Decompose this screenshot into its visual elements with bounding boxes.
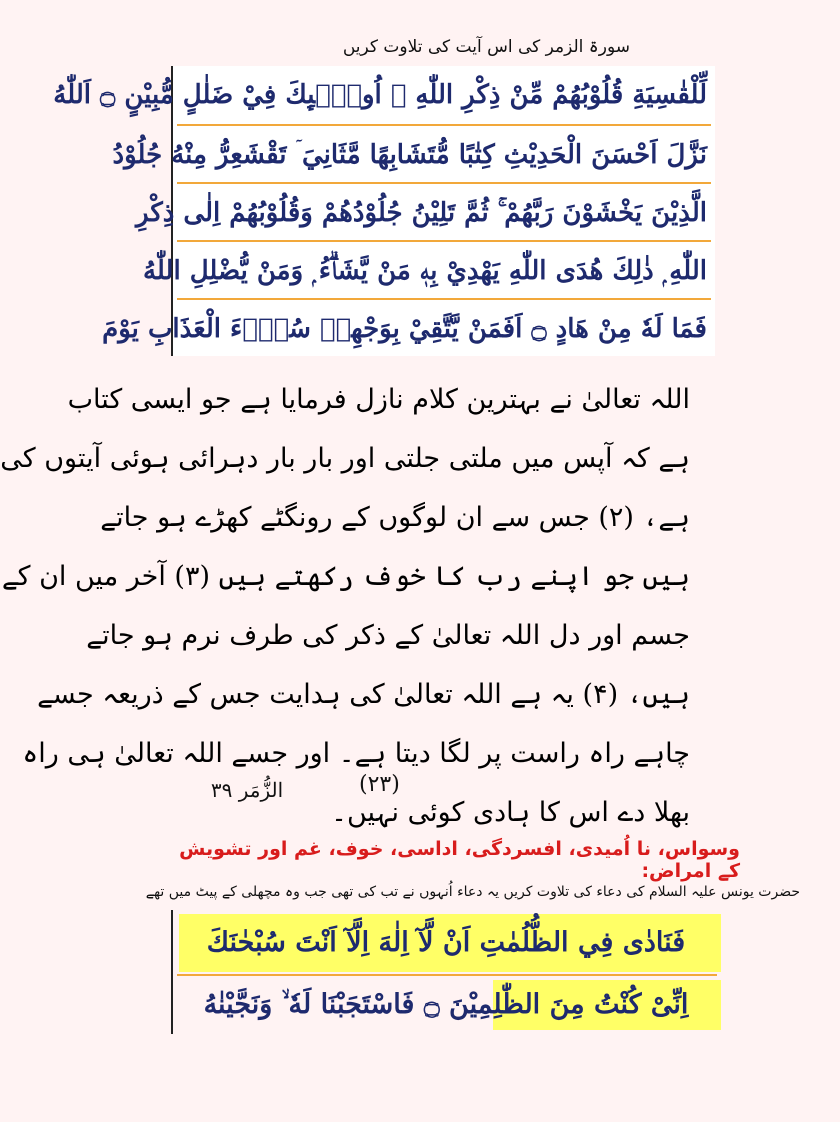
line-separator (177, 974, 717, 976)
quran-verse-block-yunus (171, 910, 721, 1034)
translation-line-3: ہے، (۲) جس سے ان لوگوں کے رونگٹے کھڑے ہو جاتے (100, 502, 690, 533)
translation-line-8: بھلا دے اس کا ہادی کوئی نہیں۔ (331, 797, 690, 828)
section-heading: وسواس، نا اُمیدی، افسردگی، اداسی، خوف، غم اور تشویش کے امراض: (179, 838, 740, 882)
quran-verse-block-zumar (53, 66, 715, 356)
quran-line-2: نَزَّلَ اَحْسَنَ الْحَدِيْثِ كِتٰبًا مُّتَشَابِهًا مَّثَانِيَ ۤ تَقْشَعِرُّ مِنْهُ جُلُوْدُ (112, 140, 707, 170)
quran-line-5: فَمَا لَهٗ مِنْ هَادٍ ۝ اَفَمَنْ يَّتَّقِيْ بِوَجْهِهٖ سُوْۗءَ الْعَذَابِ يَوْمَ (102, 314, 707, 344)
quran-line-3: الَّذِيْنَ يَخْشَوْنَ رَبَّهُمْ ۚ ثُمَّ تَلِيْنُ جُلُوْدُهُمْ وَقُلُوْبُهُمْ اِلٰى ذِكْرِ (136, 198, 707, 228)
quran-line-yunus-1: فَنَادٰى فِي الظُّلُمٰتِ اَنْ لَّآ اِلٰهَ اِلَّآ اَنْتَ سُبْحٰنَكَ (206, 927, 686, 958)
translation-line-7: چاہے راہ راست پر لگا دیتا ہے۔ اور جسے اللہ تعالیٰ ہی راہ (22, 738, 690, 769)
surah-reference: الزُّمَر ۳۹ (210, 778, 284, 802)
quran-line-yunus-2: اِنِّىْ كُنْتُ مِنَ الظّٰلِمِيْنَ ۝ فَاسْتَجَبْنَا لَهٗ ۙ وَنَجَّيْنٰهُ (203, 989, 689, 1020)
translation-line-4: ہیں جو اپنے رب کا خوف رکھتے ہیں (۳) آخر میں ان کے (1, 561, 690, 592)
instruction-text: حضرت یونس علیہ السلام کی دعاء کی تلاوت کریں یہ دعاء اُنہوں نے تب کی تھی جب وہ مچھلی کے پیٹ میں تھے (145, 884, 800, 900)
quran-line-4: اللّٰهِ ۭ ذٰلِكَ هُدَى اللّٰهِ يَهْدِيْ بِهٖ مَنْ يَّشَاۗءُ ۭ وَمَنْ يُّضْلِلِ اللّٰهُ (142, 256, 707, 286)
verse-number: (۲۳) (359, 772, 400, 797)
translation-line-2: ہے کہ آپس میں ملتی جلتی اور بار بار دہرائی ہوئی آیتوں کی (0, 443, 690, 474)
quran-line-1: لِّلْقٰسِيَةِ قُلُوْبُهُمْ مِّنْ ذِكْرِ اللّٰهِ ۭ اُولٰۗىِٕكَ فِيْ ضَلٰلٍ مُّبِيْنٍ ۝ اَللّٰهُ (53, 80, 707, 110)
translation-line-6: ہیں، (۴) یہ ہے اللہ تعالیٰ کی ہدایت جس کے ذریعہ جسے (37, 679, 690, 710)
block-left-border (171, 910, 173, 1034)
urdu-translation (0, 370, 690, 842)
translation-line-5: جسم اور دل اللہ تعالیٰ کے ذکر کی طرف نرم ہو جاتے (86, 620, 690, 651)
translation-line-1: اللہ تعالیٰ نے بہترین کلام نازل فرمایا ہے جو ایسی کتاب (67, 384, 690, 415)
intro-text: سورۃ الزمر کی اس آیت کی تلاوت کریں (342, 37, 630, 57)
